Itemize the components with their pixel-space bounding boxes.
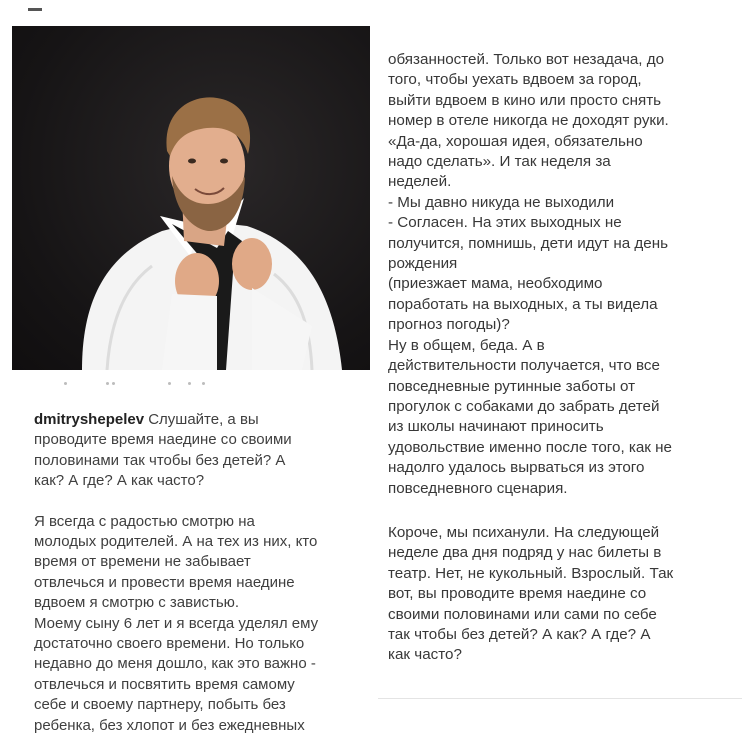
caption-line: повседневного сценария. xyxy=(388,479,568,497)
caption-line: выйти вдвоем в кино или просто снять xyxy=(388,91,662,109)
caption-line: себе и своему партнеру, побыть без xyxy=(34,696,286,714)
caption-line: отвлечься и посвятить время самому xyxy=(34,675,295,693)
caption-line: (приезжает мама, необходимо xyxy=(388,275,603,293)
caption-line: отвлечься и провести время наедине xyxy=(34,573,295,591)
post-photo[interactable] xyxy=(12,26,370,370)
caption-line: театр. Нет, не кукольный. Взрослый. Так xyxy=(388,564,674,582)
caption-line: Я всегда с радостью смотрю на xyxy=(34,512,255,530)
caption-line: рождения xyxy=(388,255,458,273)
caption-line: - Согласен. На этих выходных не xyxy=(388,214,622,232)
caption-line: Моему сыну 6 лет и я всегда уделял ему xyxy=(34,614,319,632)
caption-line: половинами так чтобы без детей? А xyxy=(34,451,286,469)
caption-line: прогноз погоды)? xyxy=(388,316,510,334)
caption-line: как? А где? А как часто? xyxy=(34,472,205,490)
caption-line: «Да-да, хорошая идея, обязательно xyxy=(388,132,643,150)
caption-line: получится, помнишь, дети идут на день xyxy=(388,234,668,252)
caption-line: как часто? xyxy=(388,646,462,664)
caption-line: достаточно своего времени. Но только xyxy=(34,635,305,653)
caption-line: прогулок с собаками до забрать детей xyxy=(388,397,660,415)
caption-line: Слушайте, а вы xyxy=(144,411,259,428)
caption-first-paragraph xyxy=(34,410,356,430)
caption-line: того, чтобы уехать вдвоем за город, xyxy=(388,71,642,89)
caption-line: надо сделать». И так неделя за xyxy=(388,153,611,171)
caption-line: так чтобы без детей? А как? А где? А xyxy=(388,625,651,643)
caption-line: из школы начинают приносить xyxy=(388,418,604,436)
caption-line: вдвоем я смотрю с завистью. xyxy=(34,594,240,612)
caption-line: номер в отеле никогда не доходят руки. xyxy=(388,112,669,130)
caption-line: своими половинами или сами по себе xyxy=(388,605,657,623)
caption-line: надолго удалось вырваться из этого xyxy=(388,459,645,477)
caption-line: неделей. xyxy=(388,173,452,191)
caption-line: - Мы давно никуда не выходили xyxy=(388,193,615,211)
caption-line: обязанностей. Только вот незадача, до xyxy=(388,51,665,68)
caption-continuation xyxy=(388,50,738,666)
left-post-screenshot xyxy=(0,0,372,750)
caption-line: Короче, мы психанули. На следующей xyxy=(388,523,660,541)
caption-line: неделе два дня подряд у нас билеты в xyxy=(388,544,662,562)
username-link[interactable]: dmitryshepelev xyxy=(34,411,145,428)
caption-line: вот, вы проводите время наедине со xyxy=(388,585,647,603)
caption-line: проводите время наедине со своими xyxy=(34,431,292,449)
caption-line: повседневные рутинные заботы от xyxy=(388,377,636,395)
caption-line: молодых родителей. А на тех из них, кто xyxy=(34,533,318,551)
caption-line: поработать на выходных, а ты видела xyxy=(388,295,658,313)
caption-line: время от времени не забывает xyxy=(34,553,251,571)
post-caption xyxy=(34,410,356,736)
man-portrait-illustration xyxy=(12,26,370,370)
caption-line: Ну в общем, беда. А в xyxy=(388,336,545,354)
caption-line: ребенка, без хлопот и без ежедневных xyxy=(34,716,305,734)
caption-line: удовольствие именно после того, как не xyxy=(388,438,673,456)
caption-line: действительности получается, что все xyxy=(388,357,660,375)
right-post-screenshot xyxy=(378,34,742,699)
carousel-indicator xyxy=(12,382,370,388)
caption-line: недавно до меня дошло, как это важно - xyxy=(34,655,316,673)
